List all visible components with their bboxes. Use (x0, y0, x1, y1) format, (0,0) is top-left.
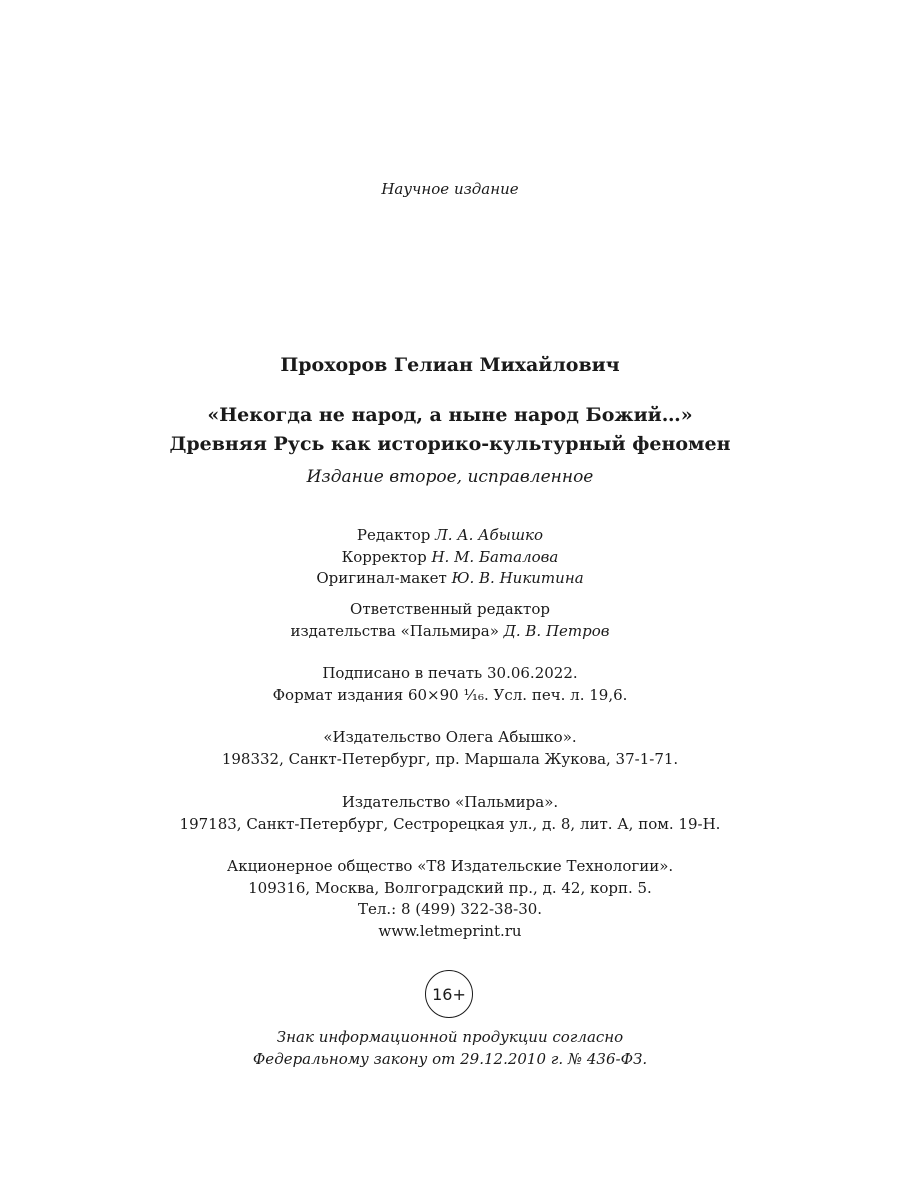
edition-block (0, 465, 900, 489)
publisher-abyshko-block (0, 727, 900, 770)
publisher-address: 198332, Санкт-Петербург, пр. Маршала Жукова, 37-1-71. (221, 749, 679, 768)
responsible-editor-publisher: издательства «Пальмира» (290, 621, 499, 640)
publisher-name: Издательство «Пальмира». (341, 793, 559, 811)
publisher-address: 197183, Санкт-Петербург, Сестрорецкая ул., д. 8, лит. А, пом. 19-Н. (179, 814, 721, 833)
info-product-notice (0, 1026, 900, 1070)
book-title-line-1: «Некогда не народ, а ныне народ Божий…» (207, 404, 693, 426)
responsible-editor-role: Ответственный редактор (350, 600, 550, 618)
responsible-editor-block (0, 599, 900, 642)
credit-person: Ю. В. Никитина (451, 569, 584, 587)
publisher-palmira-block (0, 792, 900, 835)
edition-label: Издание второе, исправленное (306, 467, 594, 487)
credit-person: Л. А. Абышко (435, 526, 544, 544)
book-title-block (0, 401, 900, 459)
credit-role: Оригинал-макет (316, 569, 447, 587)
printer-block (0, 856, 900, 942)
printer-address: 109316, Москва, Волгоградский пр., д. 42, корп. 5. (248, 878, 652, 897)
book-title-line-2: Древняя Русь как историко-культурный феномен (169, 433, 731, 455)
printer-website: www.letmeprint.ru (378, 921, 522, 940)
responsible-editor-name: Д. В. Петров (503, 621, 610, 640)
print-info-block (0, 663, 900, 706)
print-signed-date: Подписано в печать 30.06.2022. (322, 664, 578, 682)
age-rating-badge (425, 970, 473, 1018)
author-name: Прохоров Гелиан Михайлович (280, 354, 620, 376)
notice-line-1: Знак информационной продукции согласно (276, 1028, 624, 1046)
credit-layout (0, 568, 900, 590)
notice-line-2: Федеральному закону от 29.12.2010 г. № 436-ФЗ. (252, 1050, 648, 1068)
responsible-editor-line (0, 621, 900, 643)
staff-credits (0, 525, 900, 590)
age-rating-label: 16+ (432, 984, 466, 1004)
credit-person: Н. М. Баталова (431, 547, 559, 566)
age-rating-badge-wrap (425, 970, 475, 1020)
credit-proofreader (0, 547, 900, 569)
publisher-name: «Издательство Олега Абышко». (323, 728, 577, 746)
printer-name: Акционерное общество «Т8 Издательские Технологии». (226, 857, 674, 875)
series-label-block (0, 178, 900, 200)
credit-role: Корректор (341, 547, 427, 566)
print-format: Формат издания 60×90 ¹⁄₁₆. Усл. печ. л. 19,6. (272, 685, 628, 704)
credit-editor (0, 525, 900, 547)
author-block (0, 351, 900, 379)
printer-phone: Тел.: 8 (499) 322-38-30. (357, 900, 543, 918)
credit-role: Редактор (356, 526, 431, 544)
series-label: Научное издание (381, 180, 519, 198)
